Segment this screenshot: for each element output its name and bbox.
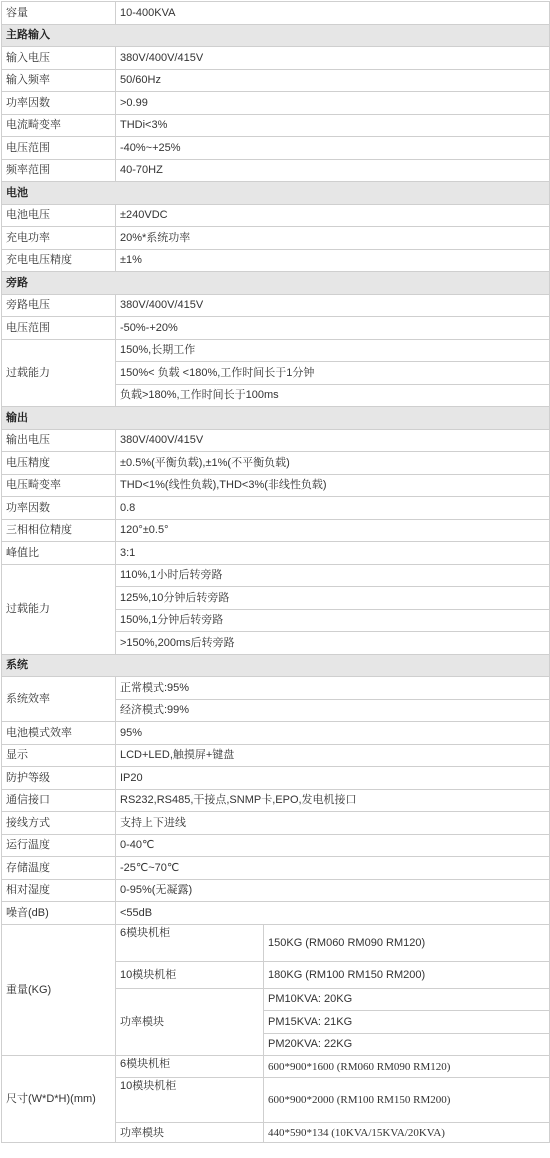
row-value: 150%,长期工作 <box>116 339 550 362</box>
row-value: PM15KVA: 21KG <box>264 1011 550 1034</box>
row-value: 10-400KVA <box>116 2 550 25</box>
table-row <box>2 677 550 700</box>
row-value: 0-40℃ <box>116 834 550 857</box>
section-title: 旁路 <box>2 272 550 295</box>
table-row <box>2 744 550 767</box>
table-row <box>2 429 550 452</box>
row-value: 95% <box>116 722 550 745</box>
table-row <box>2 722 550 745</box>
row-value: 180KG (RM100 RM150 RM200) <box>264 961 550 988</box>
row-value: THDi<3% <box>116 114 550 137</box>
row-label: 电池电压 <box>2 204 116 227</box>
spec-table <box>1 1 550 1143</box>
row-value: -25℃~70℃ <box>116 857 550 880</box>
row-value: IP20 <box>116 767 550 790</box>
table-row <box>2 294 550 317</box>
row-value: 经济模式:99% <box>116 699 550 722</box>
sub-label: 6模块机柜 <box>116 924 264 961</box>
table-row <box>2 1056 550 1078</box>
row-label: 接线方式 <box>2 812 116 835</box>
sub-label: 6模块机柜 <box>116 1056 264 1078</box>
row-label: 电压范围 <box>2 137 116 160</box>
row-value: 0.8 <box>116 497 550 520</box>
row-value: LCD+LED,触摸屏+键盘 <box>116 744 550 767</box>
row-label: 电池模式效率 <box>2 722 116 745</box>
row-value: 正常模式:95% <box>116 677 550 700</box>
row-value: PM10KVA: 20KG <box>264 988 550 1011</box>
row-label: 峰值比 <box>2 542 116 565</box>
row-value: ±240VDC <box>116 204 550 227</box>
table-row <box>2 339 550 362</box>
row-value: ±0.5%(平衡负载),±1%(不平衡负载) <box>116 452 550 475</box>
sub-label: 10模块机柜 <box>116 1078 264 1123</box>
section-header-system <box>2 654 550 677</box>
row-label: 防护等级 <box>2 767 116 790</box>
row-value: 120°±0.5° <box>116 519 550 542</box>
row-value: 50/60Hz <box>116 69 550 92</box>
row-value: PM20KVA: 22KG <box>264 1033 550 1056</box>
row-label: 电压精度 <box>2 452 116 475</box>
section-title: 主路输入 <box>2 24 550 47</box>
table-row <box>2 114 550 137</box>
row-label: 频率范围 <box>2 159 116 182</box>
table-row <box>2 924 550 961</box>
row-value: 440*590*134 (10KVA/15KVA/20KVA) <box>264 1123 550 1143</box>
row-label: 充电功率 <box>2 227 116 250</box>
row-label: 噪音(dB) <box>2 902 116 925</box>
section-header-output <box>2 407 550 430</box>
row-value: -50%-+20% <box>116 317 550 340</box>
row-value: 150%,1分钟后转旁路 <box>116 609 550 632</box>
row-value: 负载>180%,工作时间长于100ms <box>116 384 550 407</box>
table-row <box>2 47 550 70</box>
row-value: RS232,RS485,干接点,SNMP卡,EPO,发电机接口 <box>116 789 550 812</box>
section-header-main-input <box>2 24 550 47</box>
row-label: 显示 <box>2 744 116 767</box>
table-row <box>2 317 550 340</box>
row-label: 输入频率 <box>2 69 116 92</box>
sub-label: 10模块机柜 <box>116 961 264 988</box>
section-title: 输出 <box>2 407 550 430</box>
table-row <box>2 542 550 565</box>
row-label: 尺寸(W*D*H)(mm) <box>2 1056 116 1143</box>
table-row <box>2 249 550 272</box>
row-label: 输出电压 <box>2 429 116 452</box>
row-label: 输入电压 <box>2 47 116 70</box>
row-value: 600*900*1600 (RM060 RM090 RM120) <box>264 1056 550 1078</box>
section-title: 系统 <box>2 654 550 677</box>
row-value: 0-95%(无凝露) <box>116 879 550 902</box>
row-label: 相对湿度 <box>2 879 116 902</box>
row-value: >0.99 <box>116 92 550 115</box>
row-value: 20%*系统功率 <box>116 227 550 250</box>
table-row <box>2 789 550 812</box>
table-row <box>2 69 550 92</box>
table-row <box>2 227 550 250</box>
row-value: 125%,10分钟后转旁路 <box>116 587 550 610</box>
section-title: 电池 <box>2 182 550 205</box>
row-label: 容量 <box>2 2 116 25</box>
row-label: 电压畸变率 <box>2 474 116 497</box>
row-label: 电压范围 <box>2 317 116 340</box>
row-value: 380V/400V/415V <box>116 47 550 70</box>
table-row <box>2 497 550 520</box>
row-value: 380V/400V/415V <box>116 429 550 452</box>
row-label: 运行温度 <box>2 834 116 857</box>
sub-label: 功率模块 <box>116 1123 264 1143</box>
row-value: ±1% <box>116 249 550 272</box>
row-label: 通信接口 <box>2 789 116 812</box>
table-row <box>2 767 550 790</box>
table-row <box>2 92 550 115</box>
sub-label: 功率模块 <box>116 988 264 1056</box>
row-value: >150%,200ms后转旁路 <box>116 632 550 655</box>
row-value: 600*900*2000 (RM100 RM150 RM200) <box>264 1078 550 1123</box>
row-value: <55dB <box>116 902 550 925</box>
table-row <box>2 879 550 902</box>
row-label: 旁路电压 <box>2 294 116 317</box>
row-value: 110%,1小时后转旁路 <box>116 564 550 587</box>
row-label: 重量(KG) <box>2 924 116 1056</box>
row-value: -40%~+25% <box>116 137 550 160</box>
row-label: 功率因数 <box>2 92 116 115</box>
table-row <box>2 204 550 227</box>
row-label: 三相相位精度 <box>2 519 116 542</box>
row-value: 380V/400V/415V <box>116 294 550 317</box>
table-row <box>2 812 550 835</box>
table-row <box>2 452 550 475</box>
table-row <box>2 159 550 182</box>
table-row <box>2 834 550 857</box>
row-label: 系统效率 <box>2 677 116 722</box>
row-value: 150%< 负载 <180%,工作时间长于1分钟 <box>116 362 550 385</box>
row-label: 功率因数 <box>2 497 116 520</box>
table-row <box>2 857 550 880</box>
table-row <box>2 474 550 497</box>
section-header-battery <box>2 182 550 205</box>
row-value: THD<1%(线性负载),THD<3%(非线性负载) <box>116 474 550 497</box>
table-row <box>2 2 550 25</box>
row-value: 40-70HZ <box>116 159 550 182</box>
row-label: 充电电压精度 <box>2 249 116 272</box>
section-header-bypass <box>2 272 550 295</box>
row-label: 过载能力 <box>2 564 116 654</box>
table-row <box>2 519 550 542</box>
row-value: 3:1 <box>116 542 550 565</box>
table-row <box>2 564 550 587</box>
row-value: 支持上下进线 <box>116 812 550 835</box>
row-label: 电流畸变率 <box>2 114 116 137</box>
row-label: 存储温度 <box>2 857 116 880</box>
table-row <box>2 902 550 925</box>
row-label: 过载能力 <box>2 339 116 407</box>
row-value: 150KG (RM060 RM090 RM120) <box>264 924 550 961</box>
table-row <box>2 137 550 160</box>
